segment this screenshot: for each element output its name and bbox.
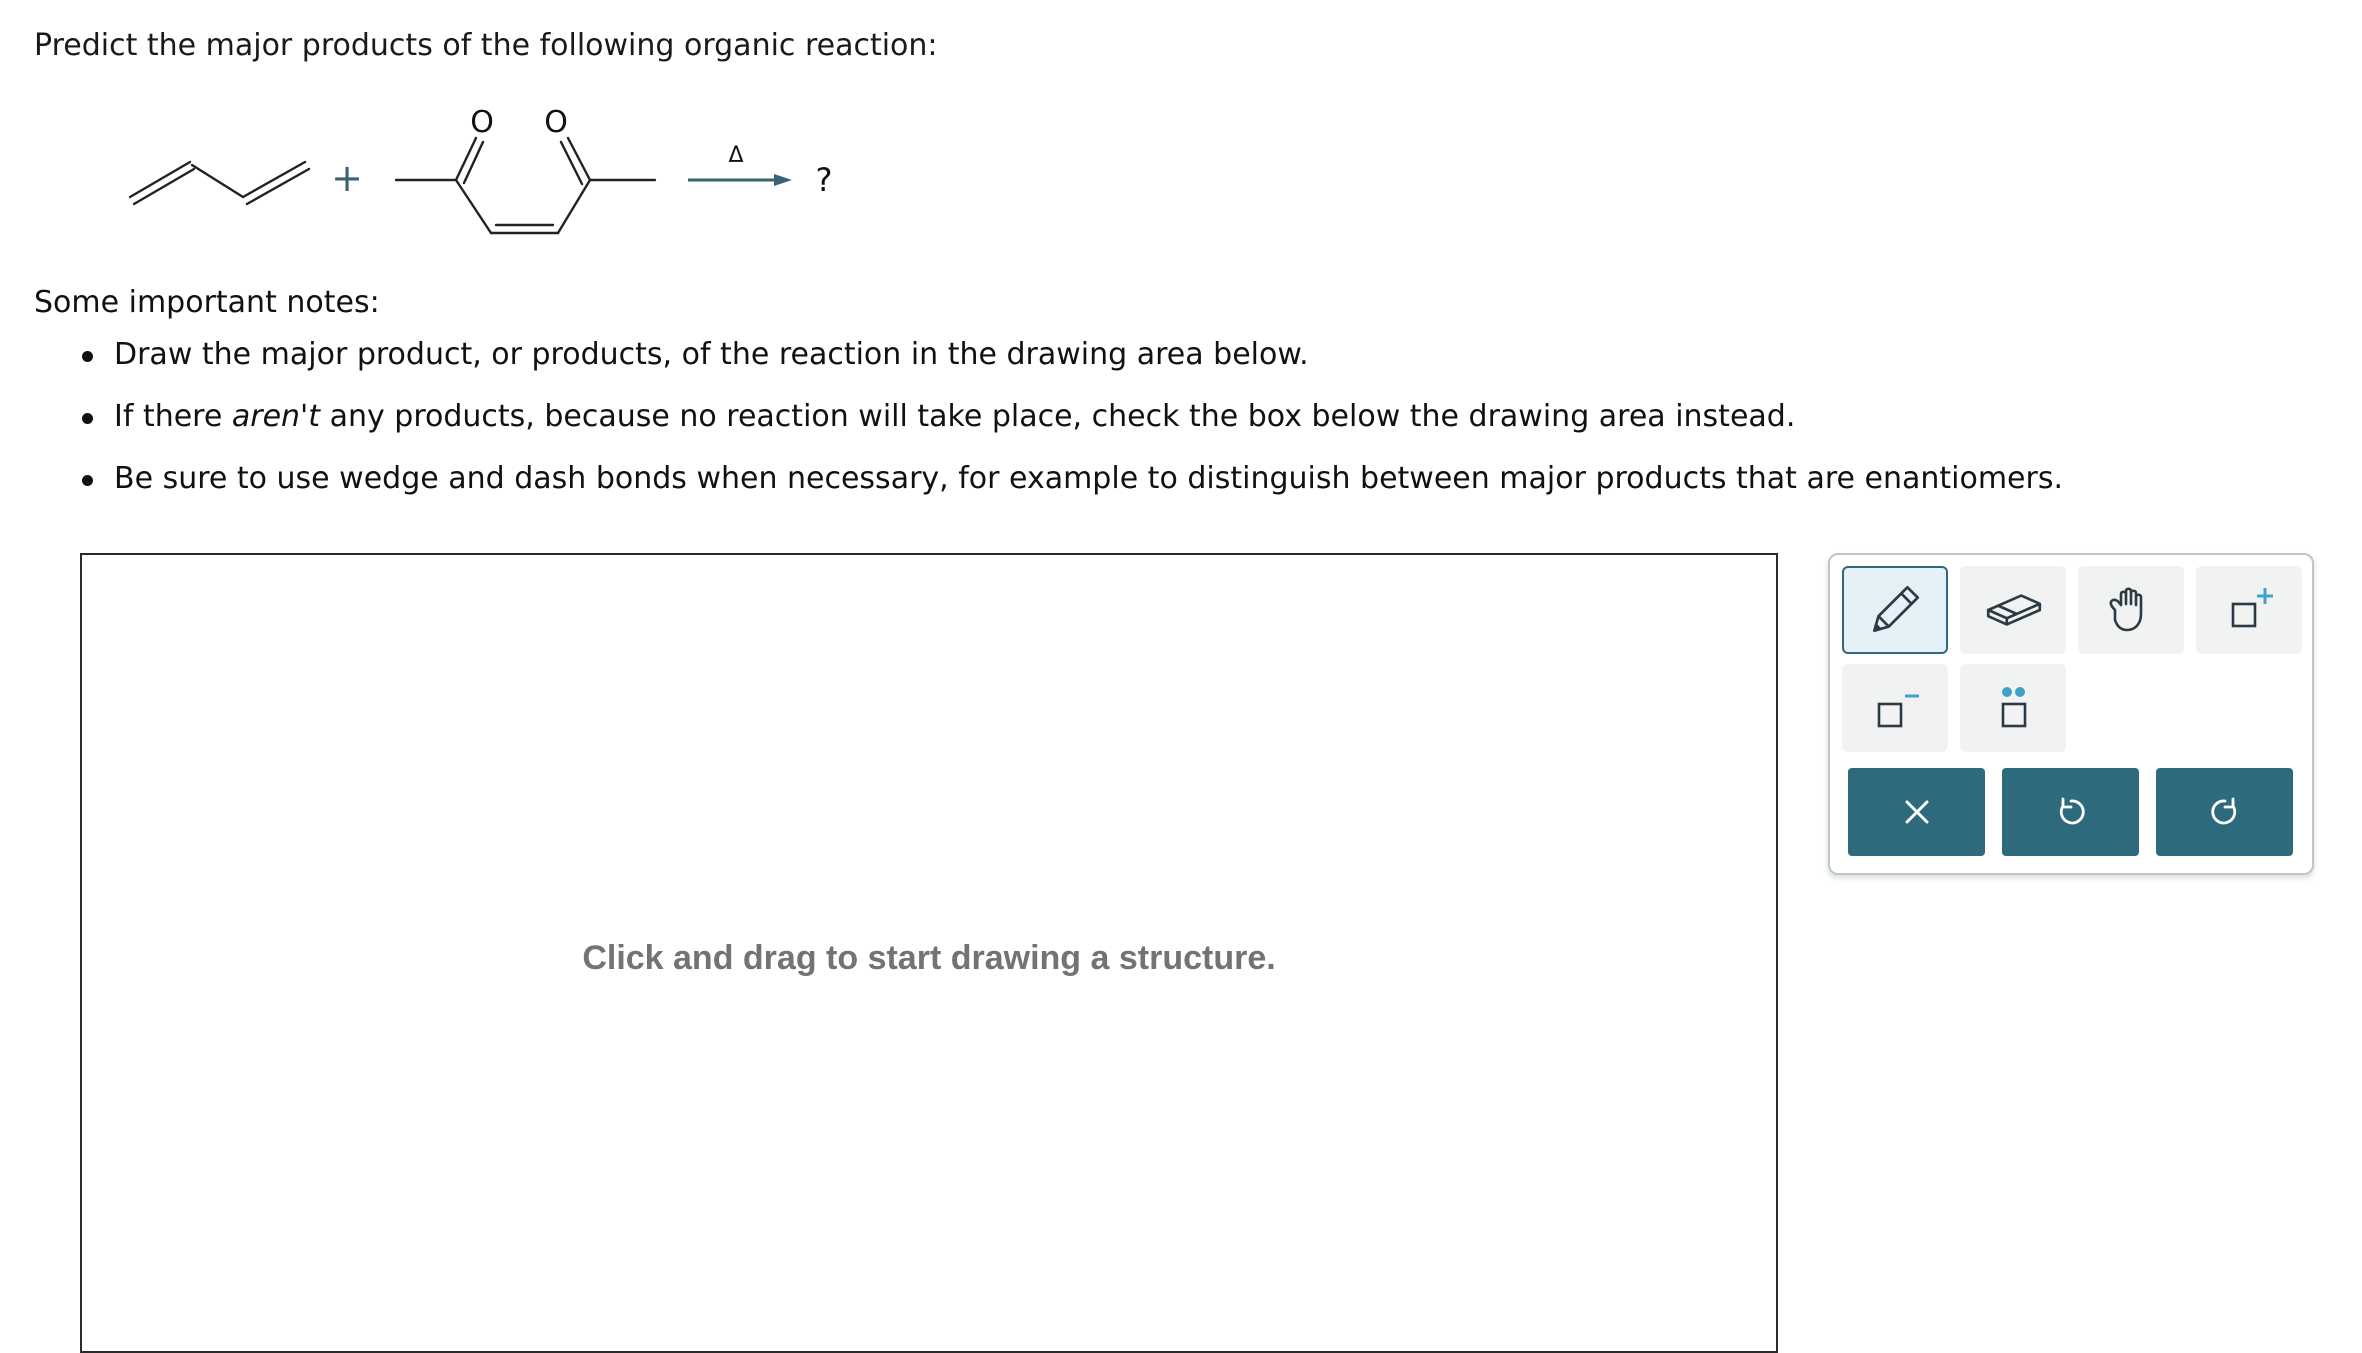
- plus-sign: +: [331, 156, 363, 200]
- hand-icon: [2101, 580, 2161, 640]
- notes-list: [0, 335, 2063, 521]
- lone-pair-tool-button[interactable]: [1960, 664, 2066, 752]
- clear-button[interactable]: [1848, 768, 1985, 856]
- undo-icon: [2054, 795, 2088, 829]
- product-placeholder: ?: [815, 161, 833, 199]
- clear-icon: [1901, 796, 1933, 828]
- dienophile-structure: [396, 138, 655, 233]
- notes-title: Some important notes:: [34, 285, 380, 320]
- oxygen-label-2: O: [544, 105, 568, 140]
- reaction-arrow: [688, 174, 792, 186]
- note-item-3: Be sure to use wedge and dash bonds when necessary, for example to distinguish between major products that are enantiomers.: [0, 459, 2063, 521]
- lone-pair-icon: [1983, 678, 2043, 738]
- positive-charge-tool-button[interactable]: [2196, 566, 2302, 654]
- note-item-2: If there aren't any products, because no reaction will take place, check the box below the drawing area instead.: [0, 397, 2063, 459]
- pencil-icon: [1864, 579, 1926, 641]
- reaction-scheme: [110, 95, 870, 245]
- hand-tool-button[interactable]: [2078, 566, 2184, 654]
- eraser-tool-button[interactable]: [1960, 566, 2066, 654]
- diene-structure: [130, 162, 309, 204]
- note-item-1: Draw the major product, or products, of the reaction in the drawing area below.: [0, 335, 2063, 397]
- canvas-hint: Click and drag to start drawing a structure.: [582, 939, 1276, 977]
- eraser-icon: [1980, 579, 2046, 641]
- heat-symbol: Δ: [728, 143, 744, 168]
- positive-charge-icon: [2219, 580, 2279, 640]
- negative-charge-tool-button[interactable]: [1842, 664, 1948, 752]
- oxygen-label-1: O: [470, 105, 494, 140]
- redo-button[interactable]: [2156, 768, 2293, 856]
- pencil-tool-button[interactable]: [1842, 566, 1948, 654]
- redo-icon: [2208, 795, 2242, 829]
- undo-button[interactable]: [2002, 768, 2139, 856]
- question-text: Predict the major products of the following organic reaction:: [34, 28, 938, 63]
- drawing-canvas[interactable]: [80, 553, 1778, 1353]
- negative-charge-icon: [1865, 678, 1925, 738]
- toolbox: [1828, 553, 2314, 875]
